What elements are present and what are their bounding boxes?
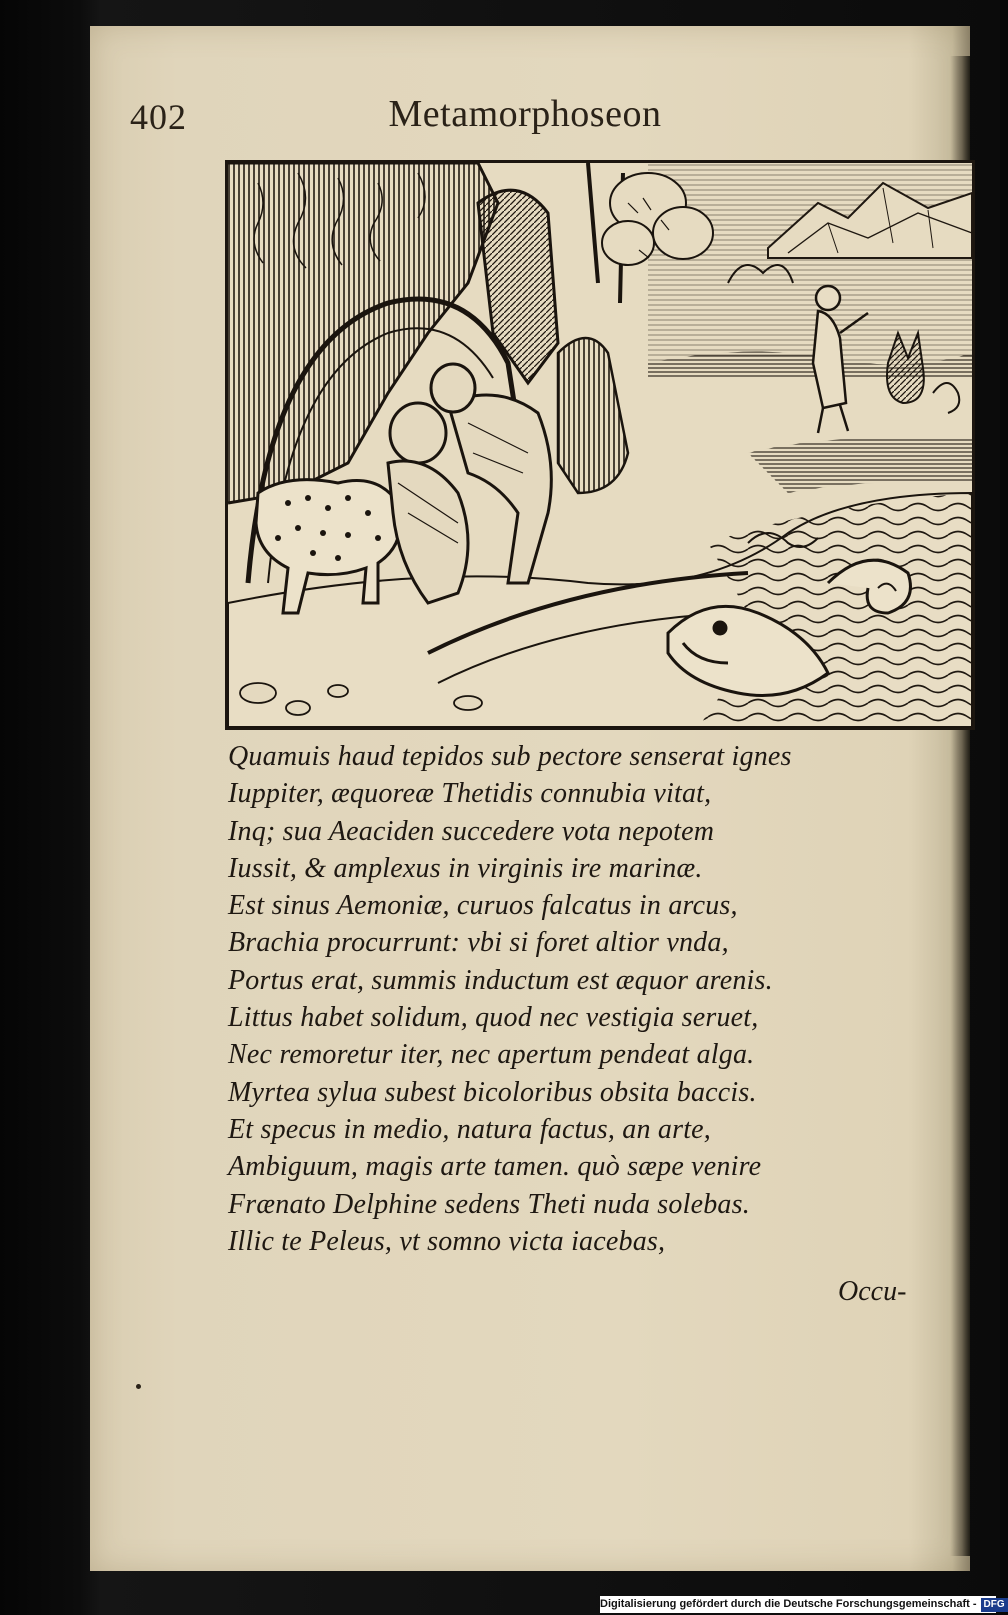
- catchword: Occu-: [838, 1276, 907, 1307]
- digitization-credit: [600, 1596, 1005, 1613]
- woodcut-illustration: [225, 160, 975, 730]
- verse-line: Quamuis haud tepidos sub pectore senserat ignes: [228, 741, 792, 772]
- verse-line: Nec remoretur iter, nec apertum pendeat alga.: [228, 1039, 755, 1071]
- verse-line: Portus erat, summis inductum est æquor arenis.: [228, 964, 773, 996]
- verse-line: Iussit, & amplexus in virginis ire marinæ.: [228, 852, 703, 884]
- verse-line: Iuppiter, æquoreæ Thetidis connubia vitat,: [228, 778, 712, 810]
- verse-line: Frænato Delphine sedens Theti nuda solebas.: [228, 1188, 750, 1220]
- verse-line: Et specus in medio, natura factus, an arte,: [228, 1113, 712, 1145]
- page-number: 402: [130, 97, 187, 137]
- verse-line: Inq; sua Aeaciden succedere vota nepotem: [228, 815, 715, 847]
- credit-text: Digitalisierung gefördert durch die Deutsche Forschungsgemeinschaft -: [600, 1598, 977, 1610]
- verse-text: [228, 738, 908, 1260]
- verse-line: Myrtea sylua subest bicoloribus obsita baccis.: [228, 1076, 757, 1108]
- verse-line: Illic te Peleus, vt somno victa iacebas,: [228, 1225, 666, 1257]
- running-title: Metamorphoseon: [388, 93, 662, 135]
- dfg-logo: DFG: [981, 1598, 1008, 1612]
- verse-line: Ambiguum, magis arte tamen. quò sæpe venire: [228, 1151, 762, 1183]
- verse-line: Littus habet solidum, quod nec vestigia seruet,: [228, 1002, 759, 1034]
- verse-line: Est sinus Aemoniæ, curuos falcatus in arcus,: [228, 890, 738, 922]
- verse-line: Brachia procurrunt: vbi si foret altior vnda,: [228, 927, 729, 959]
- ink-speck: [136, 1384, 141, 1389]
